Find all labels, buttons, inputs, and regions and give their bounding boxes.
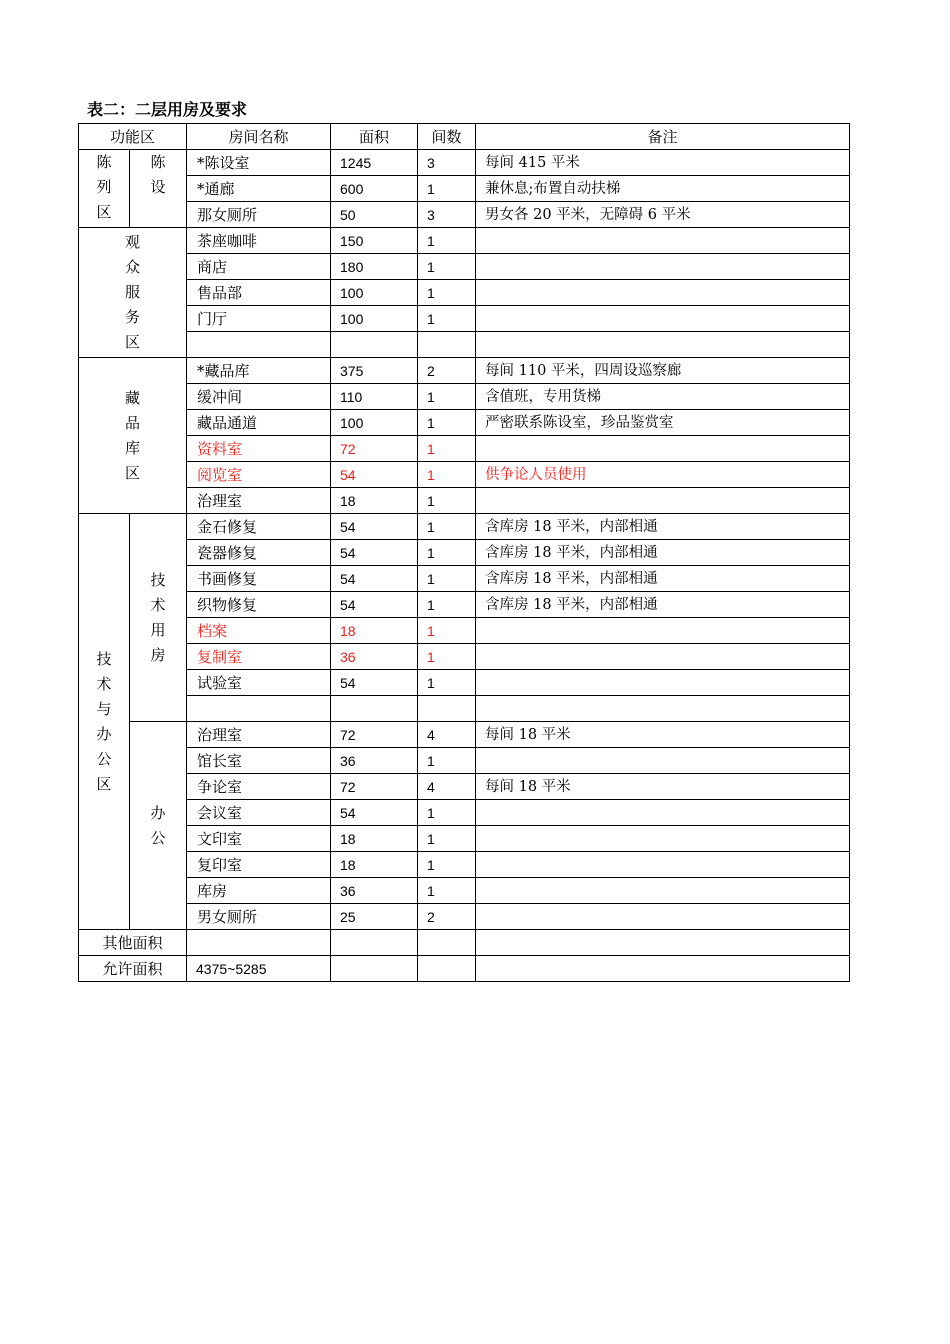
header-count: 间数 (418, 124, 476, 150)
room-name-cell: 争论室 (187, 774, 331, 800)
zone-tech-rooms-sub-label: 技术用房 (150, 570, 166, 664)
room-area-cell: 25 (331, 904, 418, 930)
room-count-cell: 2 (418, 358, 476, 384)
room-name-cell: 档案 (187, 618, 331, 644)
room-count-cell: 1 (418, 540, 476, 566)
room-area-cell: 600 (331, 176, 418, 202)
room-name-cell: 金石修复 (187, 514, 331, 540)
table-row (79, 800, 850, 826)
room-area-cell: 72 (331, 774, 418, 800)
table-row (79, 384, 850, 410)
room-count-cell: 1 (418, 384, 476, 410)
room-name-cell: 资料室 (187, 436, 331, 462)
room-area-cell (331, 696, 418, 722)
room-area-cell: 54 (331, 462, 418, 488)
room-area-cell: 18 (331, 852, 418, 878)
zone-storage-area-label: 藏品库区 (124, 388, 140, 482)
room-requirements-table (78, 123, 850, 982)
room-area-cell: 36 (331, 748, 418, 774)
table-row (79, 202, 850, 228)
zone-tech-office-area (79, 514, 130, 930)
room-count-cell: 1 (418, 306, 476, 332)
room-note-cell: 严密联系陈设室，珍品鉴赏室 (476, 410, 850, 436)
room-area-cell: 150 (331, 228, 418, 254)
allowed-area-row (79, 956, 850, 982)
room-count-cell: 1 (418, 436, 476, 462)
zone-visitor-service-label: 观众服务区 (124, 233, 140, 351)
allowed-area-empty-note (476, 956, 850, 982)
header-area: 面积 (331, 124, 418, 150)
room-note-cell: 供争论人员使用 (476, 462, 850, 488)
table-row (79, 878, 850, 904)
zone-storage-area (79, 358, 187, 514)
zone-office-sub-label: 办公 (150, 803, 166, 847)
room-count-cell: 1 (418, 566, 476, 592)
room-name-cell: 库房 (187, 878, 331, 904)
room-count-cell: 1 (418, 254, 476, 280)
other-area-label: 其他面积 (79, 930, 187, 956)
room-area-cell: 100 (331, 280, 418, 306)
room-name-cell (187, 696, 331, 722)
room-name-cell: 那女厕所 (187, 202, 331, 228)
room-note-cell (476, 904, 850, 930)
room-count-cell: 1 (418, 592, 476, 618)
zone-exhibition-sub-label: 陈设 (150, 153, 166, 196)
room-note-cell (476, 826, 850, 852)
other-area-row (79, 930, 850, 956)
room-note-cell (476, 332, 850, 358)
room-area-cell: 1245 (331, 150, 418, 176)
table-row (79, 644, 850, 670)
room-count-cell: 1 (418, 748, 476, 774)
room-count-cell: 4 (418, 774, 476, 800)
room-note-cell (476, 306, 850, 332)
room-area-cell: 18 (331, 618, 418, 644)
table-row (79, 332, 850, 358)
other-area-value (187, 930, 331, 956)
room-count-cell: 1 (418, 280, 476, 306)
table-row (79, 540, 850, 566)
table-row (79, 696, 850, 722)
room-note-cell: 每间 110 平米，四周设巡察廊 (476, 358, 850, 384)
table-row (79, 904, 850, 930)
room-name-cell: 复印室 (187, 852, 331, 878)
room-name-cell: 缓冲间 (187, 384, 331, 410)
room-count-cell: 1 (418, 514, 476, 540)
room-name-cell: 藏品通道 (187, 410, 331, 436)
room-name-cell: 织物修复 (187, 592, 331, 618)
room-count-cell: 4 (418, 722, 476, 748)
room-name-cell: 瓷器修复 (187, 540, 331, 566)
room-area-cell: 36 (331, 644, 418, 670)
room-note-cell (476, 670, 850, 696)
room-note-cell: 每间 18 平米 (476, 722, 850, 748)
room-count-cell: 3 (418, 150, 476, 176)
room-name-cell: *陈设室 (187, 150, 331, 176)
room-name-cell: 阅览室 (187, 462, 331, 488)
allowed-area-value: 4375~5285 (187, 956, 331, 982)
zone-exhibition-area (79, 150, 130, 228)
room-note-cell: 含库房 18 平米，内部相通 (476, 540, 850, 566)
other-area-empty-note (476, 930, 850, 956)
room-note-cell (476, 644, 850, 670)
room-area-cell: 100 (331, 410, 418, 436)
room-name-cell: 试验室 (187, 670, 331, 696)
room-note-cell (476, 748, 850, 774)
room-note-cell (476, 436, 850, 462)
table-row (79, 410, 850, 436)
table-row (79, 150, 850, 176)
room-area-cell: 54 (331, 566, 418, 592)
room-count-cell (418, 332, 476, 358)
room-note-cell: 含库房 18 平米，内部相通 (476, 566, 850, 592)
room-note-cell (476, 800, 850, 826)
room-name-cell (187, 332, 331, 358)
room-area-cell: 18 (331, 826, 418, 852)
zone-office-sub (130, 722, 187, 930)
room-count-cell: 1 (418, 826, 476, 852)
table-row (79, 176, 850, 202)
table-row (79, 358, 850, 384)
room-area-cell: 54 (331, 540, 418, 566)
room-count-cell: 1 (418, 176, 476, 202)
room-name-cell: 门厅 (187, 306, 331, 332)
table-row (79, 514, 850, 540)
room-note-cell: 男女各 20 平米，无障碍 6 平米 (476, 202, 850, 228)
room-name-cell: 茶座咖啡 (187, 228, 331, 254)
table-row (79, 618, 850, 644)
room-note-cell: 含库房 18 平米，内部相通 (476, 514, 850, 540)
room-note-cell (476, 852, 850, 878)
room-name-cell: 商店 (187, 254, 331, 280)
room-area-cell: 18 (331, 488, 418, 514)
room-count-cell: 1 (418, 800, 476, 826)
room-area-cell: 54 (331, 592, 418, 618)
table-row (79, 488, 850, 514)
room-name-cell: 复制室 (187, 644, 331, 670)
room-area-cell: 180 (331, 254, 418, 280)
header-room: 房间名称 (187, 124, 331, 150)
room-note-cell: 每间 18 平米 (476, 774, 850, 800)
page-title: 表二：二层用房及要求 (87, 100, 248, 119)
zone-tech-office-area-label: 技术与办公区 (96, 649, 112, 793)
room-name-cell: 治理室 (187, 488, 331, 514)
room-note-cell (476, 228, 850, 254)
room-name-cell: 书画修复 (187, 566, 331, 592)
room-name-cell: 文印室 (187, 826, 331, 852)
room-name-cell: 男女厕所 (187, 904, 331, 930)
room-count-cell: 1 (418, 488, 476, 514)
table-row (79, 254, 850, 280)
table-row (79, 462, 850, 488)
table-row (79, 592, 850, 618)
room-count-cell: 1 (418, 618, 476, 644)
table-row (79, 852, 850, 878)
table-row (79, 826, 850, 852)
table-row (79, 566, 850, 592)
allowed-area-empty-area (331, 956, 418, 982)
room-note-cell (476, 254, 850, 280)
room-count-cell: 1 (418, 852, 476, 878)
room-count-cell: 2 (418, 904, 476, 930)
room-area-cell (331, 332, 418, 358)
room-note-cell (476, 488, 850, 514)
table-row (79, 670, 850, 696)
room-note-cell: 兼休息;布置自动扶梯 (476, 176, 850, 202)
room-area-cell: 100 (331, 306, 418, 332)
room-area-cell: 50 (331, 202, 418, 228)
room-count-cell: 1 (418, 644, 476, 670)
room-note-cell (476, 618, 850, 644)
table-row (79, 306, 850, 332)
table-header-row (79, 124, 850, 150)
allowed-area-label: 允许面积 (79, 956, 187, 982)
room-count-cell (418, 696, 476, 722)
room-name-cell: 会议室 (187, 800, 331, 826)
zone-tech-rooms-sub (130, 514, 187, 722)
room-count-cell: 1 (418, 878, 476, 904)
room-area-cell: 72 (331, 722, 418, 748)
room-count-cell: 1 (418, 670, 476, 696)
room-count-cell: 1 (418, 228, 476, 254)
room-area-cell: 54 (331, 514, 418, 540)
table-row (79, 436, 850, 462)
room-note-cell: 含库房 18 平米，内部相通 (476, 592, 850, 618)
room-name-cell: *藏品库 (187, 358, 331, 384)
table-row (79, 722, 850, 748)
room-area-cell: 36 (331, 878, 418, 904)
room-area-cell: 54 (331, 670, 418, 696)
table-row (79, 748, 850, 774)
table-row (79, 280, 850, 306)
room-note-cell: 每间 415 平米 (476, 150, 850, 176)
room-name-cell: 售品部 (187, 280, 331, 306)
allowed-area-empty-count (418, 956, 476, 982)
zone-exhibition-sub (130, 150, 187, 228)
room-note-cell: 含值班，专用货梯 (476, 384, 850, 410)
room-note-cell (476, 280, 850, 306)
other-area-empty-area (331, 930, 418, 956)
room-count-cell: 1 (418, 462, 476, 488)
room-note-cell (476, 696, 850, 722)
table-row (79, 774, 850, 800)
room-name-cell: *通廊 (187, 176, 331, 202)
room-name-cell: 馆长室 (187, 748, 331, 774)
room-area-cell: 110 (331, 384, 418, 410)
zone-visitor-service (79, 228, 187, 358)
zone-exhibition-area-label: 陈列区 (96, 153, 112, 221)
other-area-empty-count (418, 930, 476, 956)
header-note: 备注 (476, 124, 850, 150)
room-area-cell: 72 (331, 436, 418, 462)
table-row (79, 228, 850, 254)
room-area-cell: 54 (331, 800, 418, 826)
room-name-cell: 治理室 (187, 722, 331, 748)
room-note-cell (476, 878, 850, 904)
room-count-cell: 3 (418, 202, 476, 228)
header-zone: 功能区 (79, 124, 187, 150)
room-count-cell: 1 (418, 410, 476, 436)
room-area-cell: 375 (331, 358, 418, 384)
